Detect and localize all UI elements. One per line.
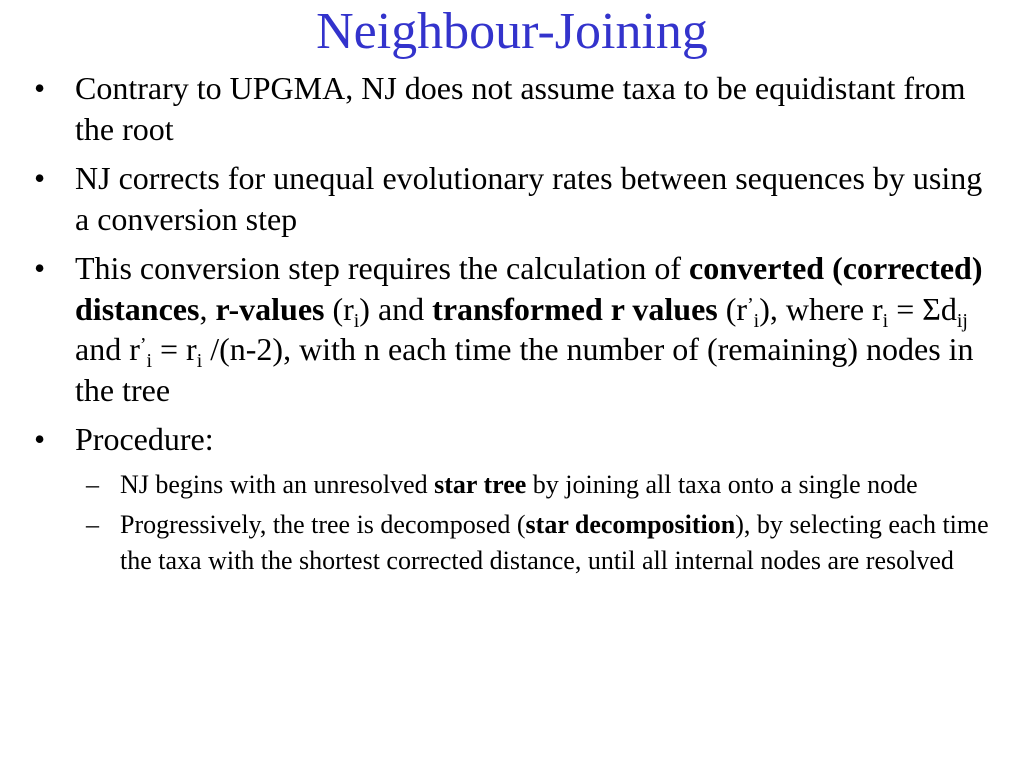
text-run: = Σd: [888, 290, 957, 327]
bullet-item: [34, 68, 989, 149]
text-run: (r: [717, 290, 748, 327]
bullet-item: [34, 419, 989, 460]
text-run: = r: [151, 331, 197, 367]
bold-term: star decomposition: [525, 509, 736, 539]
text-run: /(n-2), with n each time the number of (remaining) nodes in the tree: [75, 331, 974, 408]
bold-term: star tree: [434, 469, 527, 499]
sub-bullet-item: [34, 467, 989, 503]
dash-icon: –: [86, 509, 99, 539]
bold-term: r-values: [215, 290, 325, 327]
dash-icon: –: [86, 469, 99, 499]
subscript: i: [196, 349, 203, 372]
subscript: i: [882, 309, 889, 332]
superscript: ’: [747, 293, 754, 316]
text-run: Progressively, the tree is decomposed (: [120, 509, 526, 539]
bullet-icon: •: [34, 250, 46, 286]
subscript: i: [753, 309, 760, 332]
text-run: This conversion step requires the calculation of: [75, 250, 690, 286]
text-run: ) and: [359, 290, 433, 327]
text-run: NJ begins with an unresolved: [120, 469, 435, 499]
bold-term: transformed r values: [432, 290, 718, 327]
text-run: ,: [199, 290, 216, 327]
bullet-text: Contrary to UPGMA, NJ does not assume taxa to be equidistant from the root: [75, 70, 966, 147]
text-run: (r: [324, 290, 354, 327]
text-run: ), where r: [759, 290, 883, 327]
bullet-icon: •: [34, 421, 46, 457]
text-run: ), by selecting each time the taxa with the shortest corrected distance, until all internal nodes are resolved: [120, 509, 989, 575]
bullet-text: Procedure:: [75, 421, 214, 457]
subscript: i: [353, 309, 360, 332]
bullet-icon: •: [34, 70, 46, 106]
sub-bullet-item: [34, 507, 989, 579]
bullet-item: [34, 248, 989, 410]
sub-bullet-text: [120, 510, 989, 575]
sub-bullet-text: [120, 470, 918, 499]
bullet-icon: •: [34, 160, 46, 196]
subscript: ij: [956, 309, 968, 332]
bullet-text: NJ corrects for unequal evolutionary rates between sequences by using a conversion step: [75, 160, 983, 237]
slide-title: Neighbour-Joining: [316, 3, 708, 60]
text-run: by joining all taxa onto a single node: [526, 469, 918, 499]
bold-term: converted (corrected) distances: [75, 250, 983, 327]
superscript: ’: [139, 334, 147, 357]
bullet-text: [75, 250, 983, 408]
sub-bullet-list: [34, 467, 989, 579]
subscript: i: [146, 349, 152, 372]
text-run: and r: [75, 331, 140, 367]
slide-body: [34, 68, 989, 583]
bullet-item: [34, 158, 989, 239]
